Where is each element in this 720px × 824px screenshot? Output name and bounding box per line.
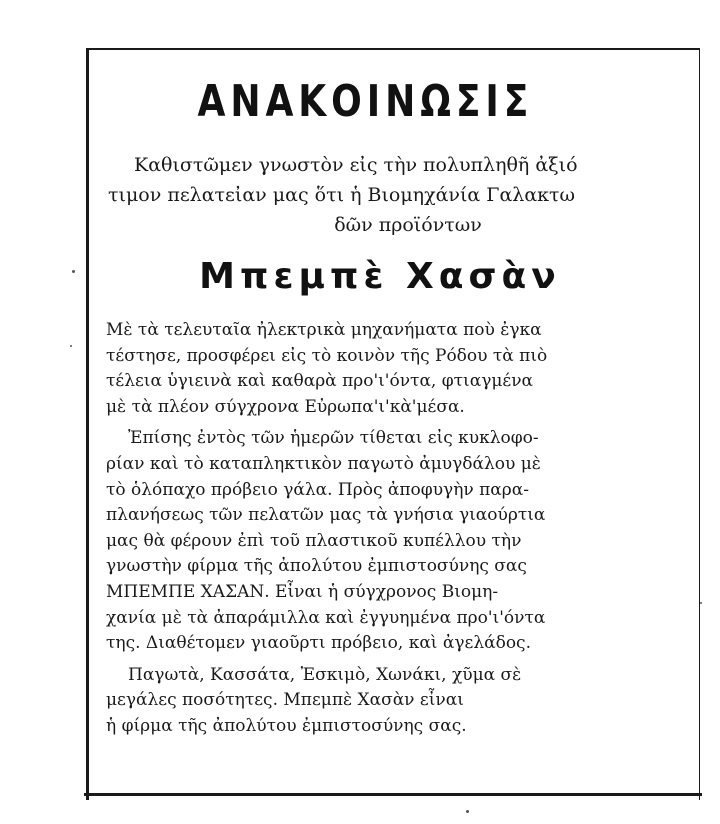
headline: ΑΝΑΚΟΙΝΩΣΙΣ [197,76,534,127]
intro-line: Καθιστῶμεν γνωστὸν εἰς τὴν πολυπληθῆ ἀξιό [134,154,578,176]
paragraph-2-line: ρίαν καὶ τὸ καταπληκτικὸν παγωτὸ ἀμυγδάλου μὲ [106,453,541,474]
paragraph-1-line: τέλεια ὑγιεινὰ καὶ καθαρὰ προ'ι'όντα, φτιαγμένα [106,371,534,392]
paragraph-3-line: μεγάλες ποσότητες. Μπεμπὲ Χασὰν εἶναι [106,690,464,711]
paragraph-2-line: ΜΠΕΜΠΕ ΧΑΣΑΝ. Εἶναι ἡ σύγχρονος Βιομη- [106,581,499,602]
paragraph-3-line: ἡ φίρμα τῆς ἀπολύτου ἐμπιστοσύνης σας. [106,715,467,736]
paragraph-1-line: Μὲ τὰ τελευταῖα ἠλεκτρικὰ μηχανήματα ποὺ ἐγκα [106,320,542,340]
paragraph-2-line: μας θὰ φέρουν ἐπὶ τοῦ πλαστικοῦ κυπέλλου τὴν [106,530,522,551]
paragraph-3-line: Παγωτὰ, Κασσάτα, Ἐσκιμὸ, Χωνάκι, χῦμα σὲ [128,664,522,685]
paragraph-1-line: τέστησε, προσφέρει εἰς τὸ κοινὸν τῆς Ρόδου τὰ πιὸ [106,345,548,366]
intro-line: δῶν προϊόντων [334,214,482,236]
paragraph-2-line: τὸ ὁλόπαχο πρόβειο γάλα. Πρὸς ἀποφυγὴν παρα- [106,479,529,500]
intro-text [108,150,688,240]
paragraph-2-line: πλανήσεως τῶν πελατῶν μας τὰ γνήσια γιαούρτια [106,505,546,526]
print-speck [700,602,702,604]
brand-name: Μπεμπὲ Χασὰν [199,256,561,297]
intro-line: τιμον πελατεἰαν μας ὅτι ἡ Βιομηχάνία Γαλακτω [108,184,576,206]
paragraph-2-line: Ἐπίσης ἐντὸς τῶν ἡμερῶν τίθεται εἰς κυκλοφο- [128,428,539,449]
advertisement-body [106,318,686,740]
print-speck [466,810,469,813]
paragraph-1-line: μὲ τὰ πλέον σύγχρονα Εὐρωπα'ι'κὰ'μέσα. [106,396,465,417]
paragraph-2-line: της. Διαθέτομεν γιαοῦρτι πρόβειο, καὶ ἀγελάδος. [106,633,531,654]
print-speck [70,345,72,347]
paragraph-2-line: χανία μὲ τὰ ἀπαράμιλλα καὶ ἐγγυημένα προ'ι'όντα [106,607,546,628]
paragraph-2-line: γνωστὴν φίρμα τῆς ἀπολύτου ἐμπιστοσύνης σας [106,556,527,577]
print-speck [72,270,75,273]
bottom-rule [84,793,702,796]
